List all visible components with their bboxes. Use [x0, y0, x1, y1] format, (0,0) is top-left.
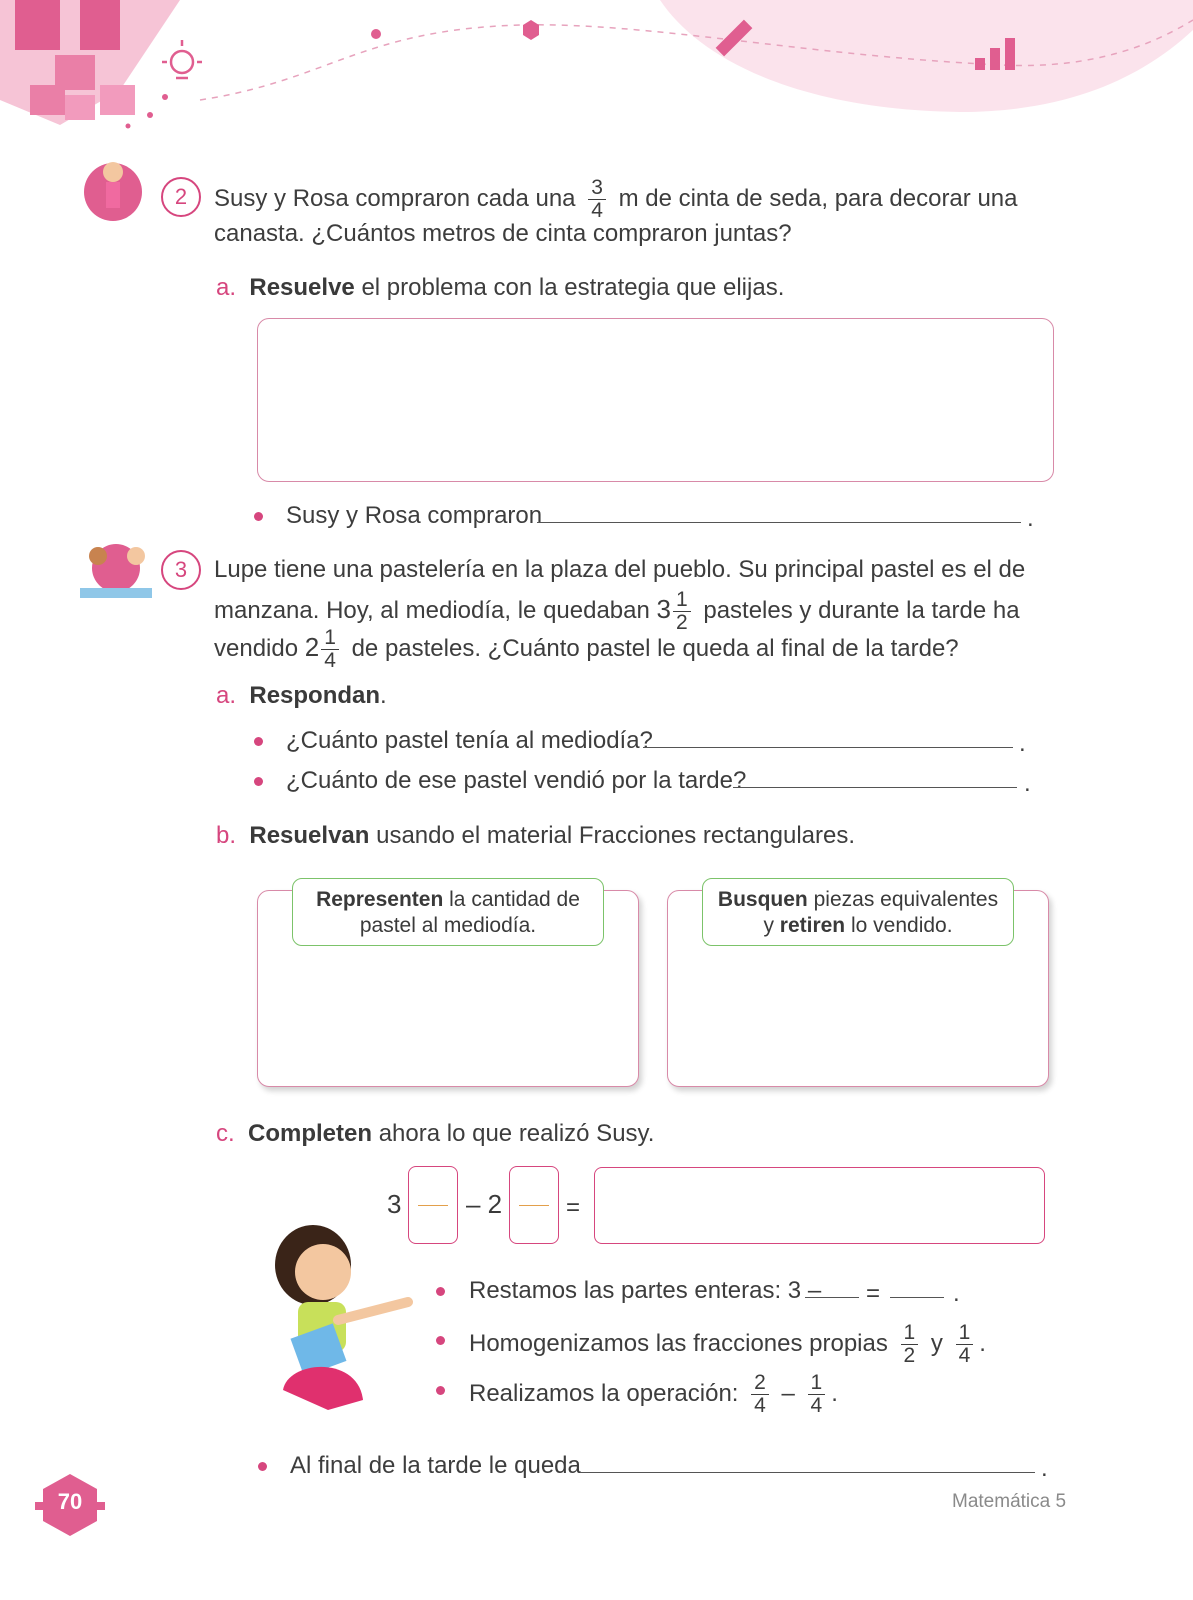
- instruction-find: Busquen piezas equivalentes y retiren lo vendido.: [702, 878, 1014, 946]
- answer-line-step1-b[interactable]: [890, 1297, 944, 1298]
- period: .: [1024, 770, 1031, 797]
- step-1: Restamos las partes enteras: 3 –: [469, 1277, 822, 1304]
- answer-line-q2[interactable]: [733, 787, 1017, 788]
- answer-line-step1-a[interactable]: [805, 1297, 859, 1298]
- girl-pencil-icon: [84, 154, 144, 226]
- problem-2-text: Susy y Rosa compraron cada una: [214, 184, 576, 212]
- lightbulb-icon: [162, 40, 202, 78]
- problem-3-line-1: Lupe tiene una pastelería en la plaza del pueblo. Su principal pastel es el de: [214, 556, 1026, 583]
- fraction-input-2[interactable]: [509, 1166, 559, 1244]
- period: .: [1027, 505, 1034, 532]
- bullet: [258, 1462, 267, 1471]
- equals-sign: =: [866, 1280, 881, 1307]
- answer-line-q1[interactable]: [643, 747, 1013, 748]
- period: .: [1041, 1455, 1048, 1482]
- problem-3-number: 3: [161, 550, 201, 590]
- problem-2-line-2: canasta. ¿Cuántos metros de cinta compraron juntas?: [214, 220, 792, 247]
- problem-3-line-2: manzana. Hoy, al mediodía, le quedaban 3 $\frac{1}{2}$ pasteles y durante la tarde ha: [214, 588, 1020, 634]
- equation-equals: =: [566, 1194, 581, 1221]
- book-title: Matemática 5: [952, 1491, 1067, 1512]
- bullet: [436, 1386, 445, 1395]
- fraction-1-4: $\frac{1}{4}$: [956, 1322, 974, 1367]
- fraction-1-2: $\frac{1}{2}$: [901, 1322, 919, 1367]
- answer-line[interactable]: [537, 522, 1021, 523]
- final-statement: Al final de la tarde le queda: [290, 1452, 581, 1479]
- page-number: 70: [57, 1489, 83, 1514]
- question-2: ¿Cuánto de ese pastel vendió por la tarde?: [286, 767, 747, 794]
- equation-result-box[interactable]: [594, 1167, 1045, 1244]
- period: .: [1019, 730, 1026, 757]
- header-decoration: [0, 0, 1193, 150]
- fraction-1-4: $\frac{1}{4}$: [808, 1372, 826, 1417]
- problem-2-number: 2: [161, 177, 201, 217]
- bullet: [254, 512, 263, 521]
- instruction-represent: Representen la cantidad de pastel al mediodía.: [292, 878, 604, 946]
- mixed-1-whole: 3: [656, 593, 671, 624]
- cubes-icon: [0, 0, 180, 125]
- mixed-2-fraction: $\frac{1}{4}$: [321, 627, 339, 672]
- bullet-text: Susy y Rosa compraron: [286, 502, 543, 529]
- problem-3-line-3: vendido 2 $\frac{1}{4}$ de pasteles. ¿Cuánto pastel le queda al final de la tarde?: [214, 626, 959, 672]
- question-1: ¿Cuánto pastel tenía al mediodía?: [286, 727, 653, 754]
- mixed-2-whole: 2: [304, 631, 320, 662]
- problem-3-a: a. Respondan.: [216, 682, 387, 709]
- equation-whole-3: 3: [387, 1189, 402, 1219]
- period: .: [953, 1280, 960, 1307]
- problem-3-c: c. Completen ahora lo que realizó Susy.: [216, 1120, 655, 1147]
- step-2: Homogenizamos las fracciones propias $\frac{1}{2}$ y $\frac{1}{4}$ .: [469, 1321, 986, 1367]
- fraction-2-4: $\frac{2}{4}$: [751, 1372, 769, 1417]
- kids-reading-icon: [76, 538, 156, 602]
- problem-2-a: a. Resuelve el problema con la estrategia que elijas.: [216, 274, 785, 301]
- bullet: [436, 1287, 445, 1296]
- mixed-1-fraction: $\frac{1}{2}$: [673, 589, 691, 634]
- bullet: [254, 777, 263, 786]
- problem-2-text-after: m de cinta de seda, para decorar una: [618, 184, 1018, 212]
- problem-3-b: b. Resuelvan usando el material Fracciones rectangulares.: [216, 822, 856, 849]
- answer-line-final[interactable]: [580, 1472, 1035, 1473]
- fraction-3-4: $\frac{3}{4}$: [588, 177, 606, 222]
- bullet: [254, 737, 263, 746]
- step-3: Realizamos la operación: $\frac{2}{4}$ – $\frac{1}{4}$ .: [469, 1371, 838, 1417]
- answer-box-2a[interactable]: [257, 318, 1054, 482]
- cube-icon: [523, 20, 539, 40]
- equation-minus-2: – 2: [466, 1189, 503, 1219]
- girl-reading-icon: [268, 1220, 418, 1415]
- bullet: [436, 1336, 445, 1345]
